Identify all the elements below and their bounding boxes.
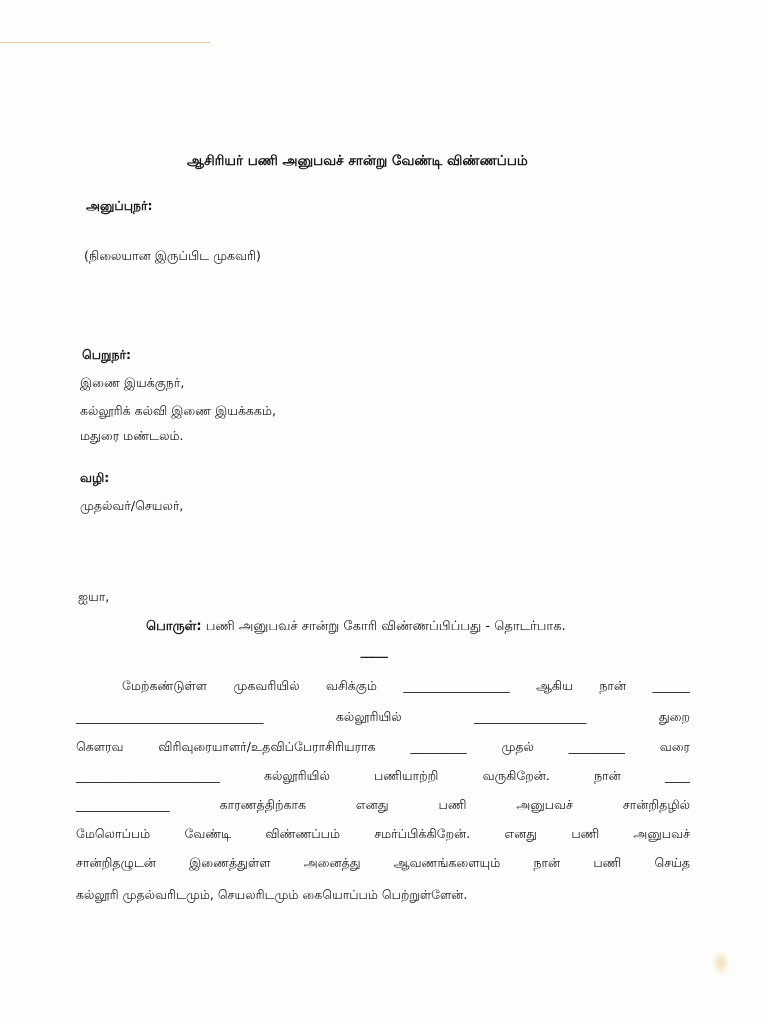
body-line: கௌரவ விரிவுரையாளர்/உதவிப்பேராசிரியராக _________ முதல் _________ வரை: [76, 739, 690, 754]
via-line: முதல்வர்/செயலர்,: [80, 498, 184, 513]
subject-line: [146, 620, 566, 633]
body-line: மேலொப்பம் வேண்டி விண்ணப்பம் சமர்ப்பிக்கிறேன். எனது பணி அனுபவச்: [76, 826, 690, 841]
salutation: ஐயா,: [78, 589, 110, 604]
recipient-label: பெறுநர்:: [82, 347, 132, 362]
paper-stain: [712, 950, 730, 976]
sender-label: அனுப்புநர்:: [86, 198, 153, 213]
subject-text: பணி அனுபவச் சான்று கோரி விண்ணப்பிப்பது - தொடர்பாக.: [201, 619, 566, 634]
body-line: கல்லூரி முதல்வரிடமும், செயலரிடமும் கையொப்பம் பெற்றுள்ளேன்.: [76, 887, 468, 902]
body-line: _______________ காரணத்திற்காக எனது பணி அனுபவச் சான்றிதழில்: [76, 797, 690, 812]
recipient-line: கல்லூரிக் கல்வி இணை இயக்ககம்,: [80, 403, 276, 418]
body-line: ______________________________ கல்லூரியில் __________________ துறை: [76, 709, 690, 724]
body-line: மேற்கண்டுள்ள முகவரியில் வசிக்கும் _________________ ஆகிய நான் ______: [122, 678, 690, 693]
page-edge-mark: [0, 42, 210, 43]
letter-title: ஆசிரியர் பணி அனுபவச் சான்று வேண்டி விண்ணப்பம்: [187, 153, 528, 169]
subject-underline: ----------: [360, 653, 388, 663]
recipient-line: மதுரை மண்டலம்.: [80, 428, 184, 443]
recipient-line: இணை இயக்குநர்,: [80, 375, 185, 390]
body-line: சான்றிதழுடன் இணைத்துள்ள அனைத்து ஆவணங்களையும் நான் பணி செய்த: [76, 855, 690, 870]
via-label: வழி:: [80, 470, 110, 485]
sender-address-hint: (நிலையான இருப்பிட முகவரி): [84, 248, 261, 263]
body-line: _______________________ கல்லூரியில் பணியாற்றி வருகிறேன். நான் ____: [76, 768, 690, 783]
subject-label: பொருள்:: [146, 619, 202, 634]
